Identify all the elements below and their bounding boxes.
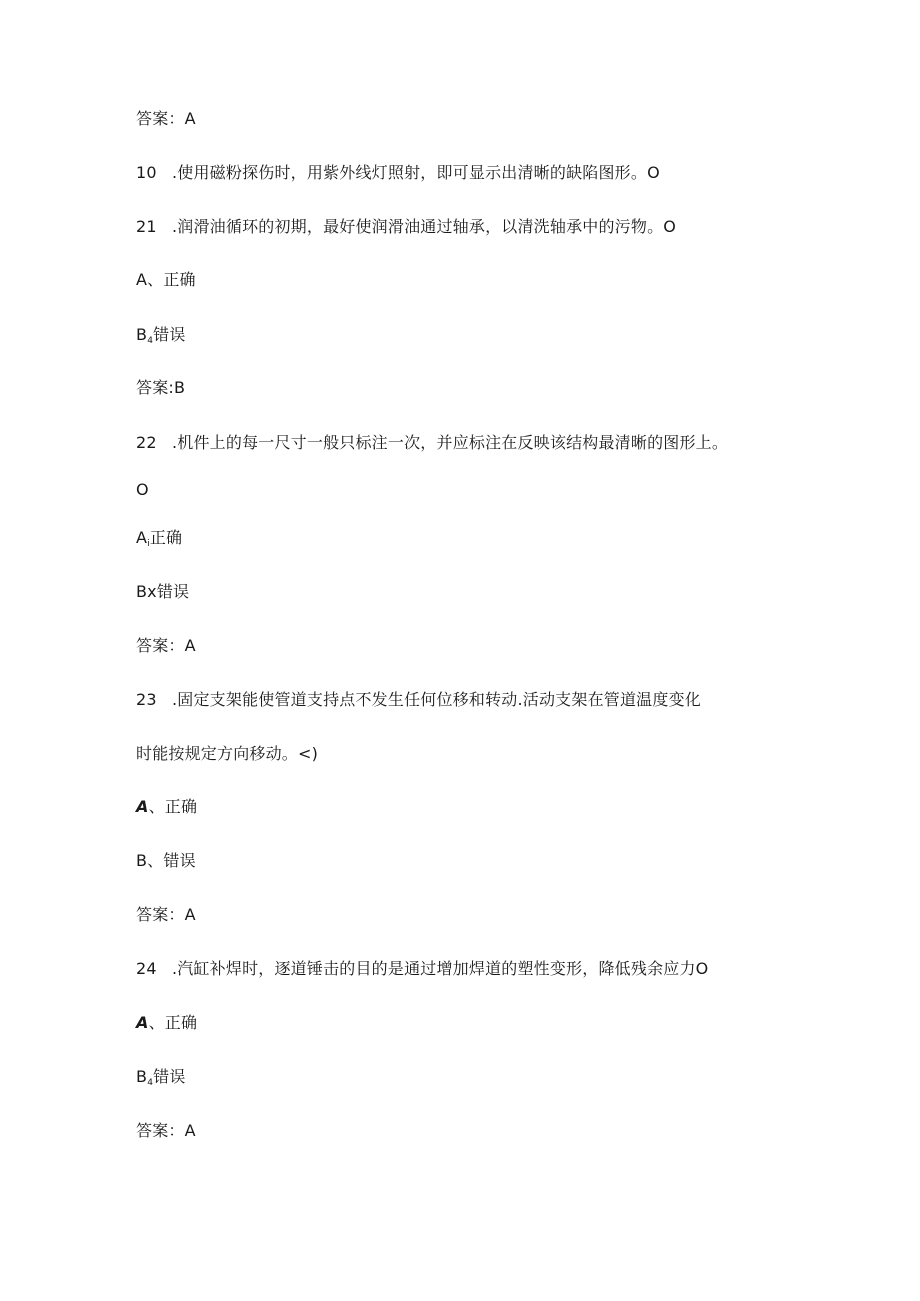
question-text: .机件上的每一尺寸一般只标注一次，并应标注在反映该结构最清晰的图形上。 <box>172 433 729 452</box>
question-22-continuation <box>136 480 149 500</box>
option-prefix: B <box>136 325 148 344</box>
option-subscript: 4 <box>147 1078 154 1088</box>
continuation-text: 时能按规定方向移动。<) <box>136 744 319 763</box>
option-subscript: i <box>147 539 150 549</box>
option-subscript: 4 <box>147 336 154 346</box>
option-prefix: A <box>136 528 148 547</box>
option-a-q22 <box>136 528 182 554</box>
answer-line-q22 <box>136 636 196 656</box>
option-prefix: A <box>136 797 149 816</box>
option-b-q24 <box>136 1067 186 1093</box>
question-text: .使用磁粉探伤时，用紫外线灯照射，即可显示出清晰的缺陷图形。O <box>172 163 660 182</box>
option-a-q21 <box>136 270 196 290</box>
option-text: A、正确 <box>136 270 196 289</box>
option-prefix: A <box>136 1013 149 1032</box>
option-b-q23 <box>136 851 196 871</box>
answer-line-q24 <box>136 1121 196 1141</box>
answer-text: 答案：A <box>136 1121 196 1140</box>
option-text: 正确 <box>149 528 183 547</box>
question-10 <box>136 163 660 183</box>
question-text: .固定支架能使管道支持点不发生任何位移和转动.活动支架在管道温度变化 <box>172 690 701 709</box>
option-text: Bx错误 <box>136 582 190 601</box>
continuation-text: O <box>136 480 149 499</box>
option-b-q22 <box>136 582 189 602</box>
option-text: 错误 <box>153 1067 186 1086</box>
question-24 <box>136 959 708 979</box>
answer-text: 答案：A <box>136 109 196 128</box>
answer-line-q23 <box>136 905 196 925</box>
question-23 <box>136 690 701 710</box>
option-a-q23 <box>136 797 197 817</box>
option-text: 错误 <box>153 325 186 344</box>
answer-line-q21 <box>136 378 185 398</box>
option-a-q24 <box>136 1013 197 1033</box>
question-number: 10 <box>136 163 157 182</box>
question-text: .汽缸补焊时，逐道锤击的目的是通过增加焊道的塑性变形，降低残余应力O <box>172 959 709 978</box>
question-number: 21 <box>136 217 157 236</box>
question-number: 24 <box>136 959 157 978</box>
option-text: B、错误 <box>136 851 196 870</box>
question-number: 22 <box>136 433 157 452</box>
answer-line-q9 <box>136 109 196 129</box>
answer-text: 答案：A <box>136 905 196 924</box>
answer-text: 答案：A <box>136 636 196 655</box>
question-number: 23 <box>136 690 157 709</box>
option-text: 、正确 <box>148 1013 198 1032</box>
option-text: 、正确 <box>148 797 198 816</box>
question-23-continuation <box>136 744 318 764</box>
question-21 <box>136 217 676 237</box>
question-22 <box>136 433 728 453</box>
option-b-q21 <box>136 325 186 351</box>
answer-text: 答案:B <box>136 378 186 397</box>
question-text: .润滑油循环的初期，最好使润滑油通过轴承，以清洗轴承中的污物。O <box>172 217 677 236</box>
option-prefix: B <box>136 1067 148 1086</box>
